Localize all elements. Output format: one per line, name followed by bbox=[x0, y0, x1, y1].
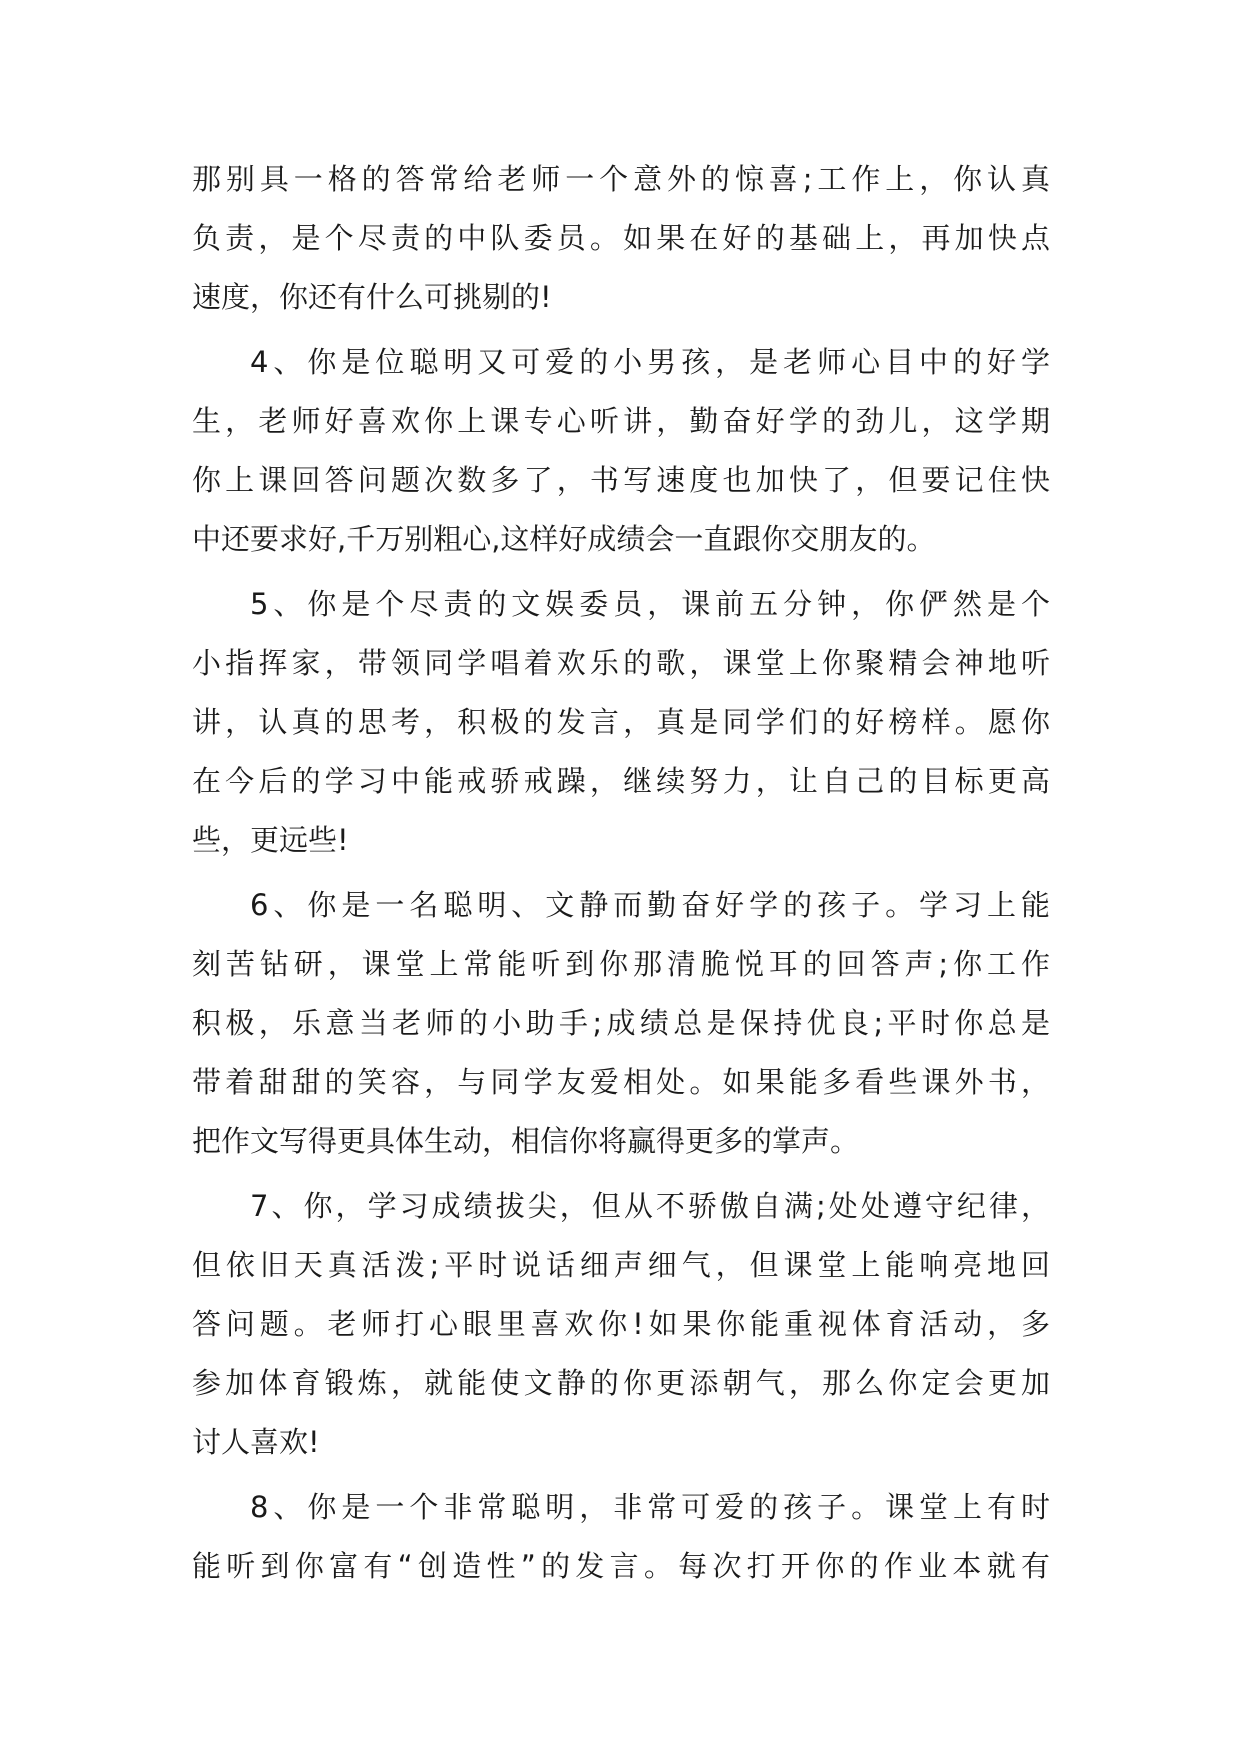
text-line: 5、你是个尽责的文娱委员，课前五分钟，你俨然是个 bbox=[250, 587, 1050, 621]
text-line: 能听到你富有“创造性”的发言。每次打开你的作业本就有 bbox=[192, 1549, 1050, 1583]
text-line: 刻苦钻研，课堂上常能听到你那清脆悦耳的回答声;你工作 bbox=[192, 947, 1050, 981]
text-line: 7、你，学习成绩拔尖，但从不骄傲自满;处处遵守纪律， bbox=[250, 1189, 1050, 1223]
text-line: 中还要求好,千万别粗心,这样好成绩会一直跟你交朋友的。 bbox=[192, 522, 936, 556]
paragraph-5 bbox=[192, 575, 1050, 870]
text-line: 把作文写得更具体生动，相信你将赢得更多的掌声。 bbox=[192, 1124, 860, 1158]
text-line: 速度，你还有什么可挑剔的! bbox=[192, 280, 552, 314]
text-line: 你上课回答问题次数多了，书写速度也加快了，但要记住快 bbox=[192, 463, 1050, 497]
text-line: 讨人喜欢! bbox=[192, 1425, 320, 1459]
text-line: 参加体育锻炼，就能使文静的你更添朝气，那么你定会更加 bbox=[192, 1366, 1050, 1400]
text-line: 答问题。老师打心眼里喜欢你!如果你能重视体育活动，多 bbox=[192, 1307, 1050, 1341]
text-line: 8、你是一个非常聪明，非常可爱的孩子。课堂上有时 bbox=[250, 1490, 1050, 1524]
text-line: 些，更远些! bbox=[192, 823, 349, 857]
text-line: 带着甜甜的笑容，与同学友爱相处。如果能多看些课外书， bbox=[192, 1065, 1050, 1099]
paragraph-7 bbox=[192, 1177, 1050, 1472]
paragraph-8 bbox=[192, 1478, 1050, 1596]
text-line: 4、你是位聪明又可爱的小男孩，是老师心目中的好学 bbox=[250, 345, 1050, 379]
text-line: 但依旧天真活泼;平时说话细声细气，但课堂上能响亮地回 bbox=[192, 1248, 1050, 1282]
paragraph-6 bbox=[192, 876, 1050, 1171]
text-line: 积极，乐意当老师的小助手;成绩总是保持优良;平时你总是 bbox=[192, 1006, 1050, 1040]
text-line: 6、你是一名聪明、文静而勤奋好学的孩子。学习上能 bbox=[250, 888, 1050, 922]
text-line: 讲，认真的思考，积极的发言，真是同学们的好榜样。愿你 bbox=[192, 705, 1050, 739]
paragraph-4 bbox=[192, 333, 1050, 569]
text-line: 生，老师好喜欢你上课专心听讲，勤奋好学的劲儿，这学期 bbox=[192, 404, 1050, 438]
text-line: 那别具一格的答常给老师一个意外的惊喜;工作上，你认真 bbox=[192, 162, 1050, 196]
document-body bbox=[192, 150, 1050, 1596]
text-line: 负责，是个尽责的中队委员。如果在好的基础上，再加快点 bbox=[192, 221, 1050, 255]
text-line: 小指挥家，带领同学唱着欢乐的歌，课堂上你聚精会神地听 bbox=[192, 646, 1050, 680]
paragraph-3-continuation bbox=[192, 150, 1050, 327]
text-line: 在今后的学习中能戒骄戒躁，继续努力，让自己的目标更高 bbox=[192, 764, 1050, 798]
